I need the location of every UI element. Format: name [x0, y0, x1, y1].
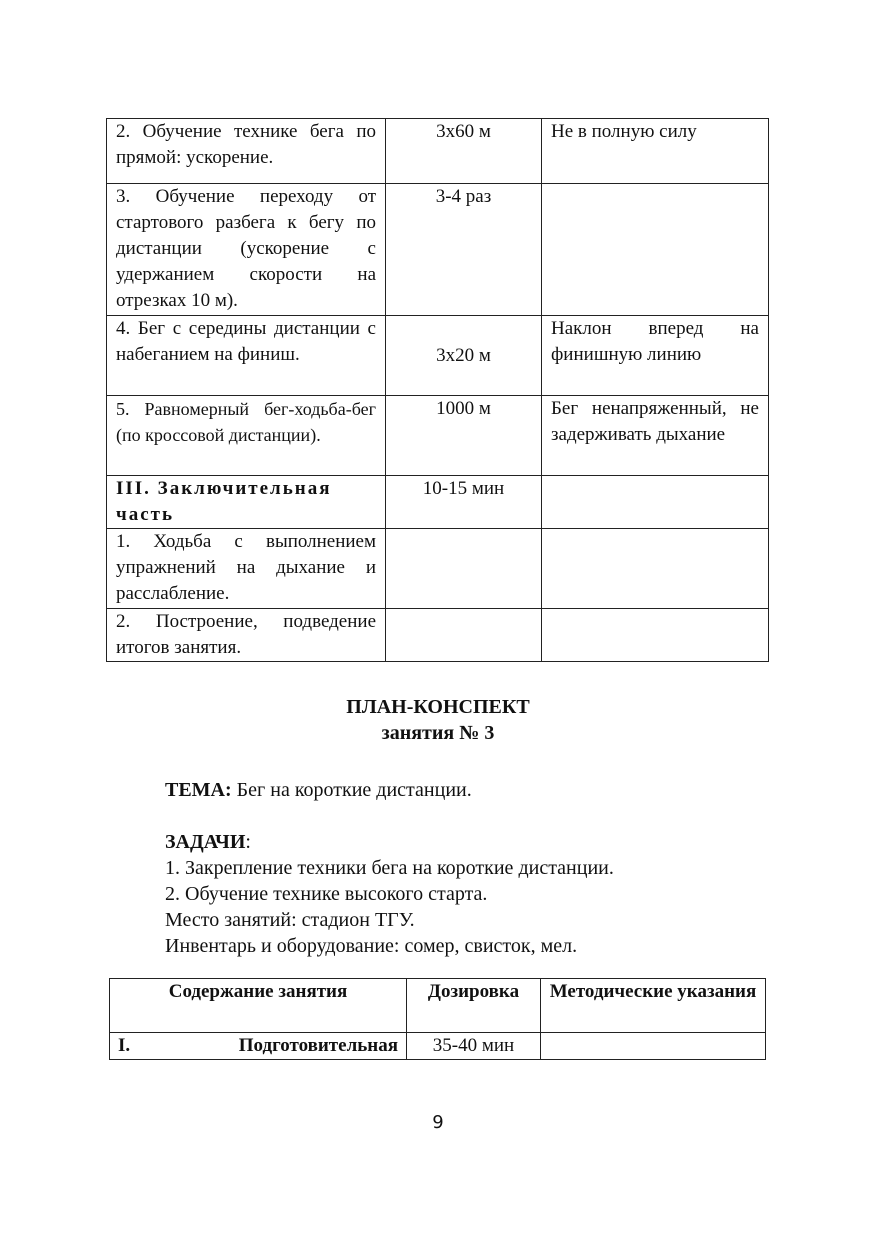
dose-cell: 3х60 м: [386, 119, 542, 184]
dose-cell: 3-4 раз: [386, 184, 542, 316]
content-cell: 5. Равномерный бег-ходьба-бег (по кроссовой дистанции).: [107, 396, 386, 476]
dose-cell: 1000 м: [386, 396, 542, 476]
topic-label: ТЕМА:: [165, 779, 232, 801]
table-row: [107, 184, 769, 316]
table-row: [110, 1033, 766, 1060]
plan-title: ПЛАН-КОНСПЕКТ: [346, 696, 530, 718]
lesson-table: [109, 978, 766, 1060]
task-item: 2. Обучение технике высокого старта.: [165, 883, 488, 905]
tasks-colon: :: [245, 831, 251, 853]
content-cell: [107, 119, 386, 184]
table-row: [107, 316, 769, 396]
table-row: [107, 396, 769, 476]
equipment-line: Инвентарь и оборудование: сомер, свисток, мел.: [165, 935, 578, 957]
tasks-block: [165, 829, 614, 959]
notes-cell: [542, 476, 769, 529]
content-cell: 1. Ходьба с выполнением упражнений на дыхание и расслабление.: [107, 529, 386, 609]
exercise-table-continued: [106, 118, 769, 662]
notes-cell: [542, 529, 769, 609]
plan-subtitle: занятия № 3: [381, 722, 495, 744]
task-item: 1. Закрепление техники бега на короткие дистанции.: [165, 857, 614, 879]
header-dose: Дозировка: [407, 979, 541, 1033]
section-number: I.: [118, 1035, 131, 1056]
section-title: Подготовительная: [238, 1035, 398, 1056]
notes-cell: [542, 184, 769, 316]
page-number: 9: [432, 1112, 444, 1133]
content-cell: 4. Бег с середины дистанции с набеганием на финиш.: [107, 316, 386, 396]
notes-cell: Не в полную силу: [542, 119, 769, 184]
table-row: [107, 476, 769, 529]
row-content: 2. Обучение технике бега по прямой: ускорение.: [116, 121, 376, 168]
notes-cell: Наклон вперед на финишную линию: [542, 316, 769, 396]
place-line: Место занятий: стадион ТГУ.: [165, 909, 415, 931]
tasks-label: ЗАДАЧИ: [165, 831, 246, 853]
dose-cell: 10-15 мин: [386, 476, 542, 529]
notes-cell: [542, 609, 769, 662]
table-row: [107, 529, 769, 609]
dose-cell: [386, 529, 542, 609]
table-header-row: [110, 979, 766, 1033]
header-notes: Методические указания: [541, 979, 766, 1033]
table-row: [107, 119, 769, 184]
section-heading-cell: III. Заключительная часть: [107, 476, 386, 529]
content-cell: 2. Построение, подведение итогов занятия.: [107, 609, 386, 662]
tasks-heading: [165, 829, 614, 855]
table-row: [107, 609, 769, 662]
dose-cell: 35-40 мин: [407, 1033, 541, 1060]
topic-line: [165, 777, 472, 803]
dose-cell: [386, 609, 542, 662]
header-content: Содержание занятия: [110, 979, 407, 1033]
topic-text: Бег на короткие дистанции.: [236, 779, 472, 801]
content-cell: 3. Обучение переходу от стартового разбега к бегу по дистанции (ускорение с удержанием скорости на отрезках 10 м).: [107, 184, 386, 316]
notes-cell: [541, 1033, 766, 1060]
section-heading-cell: [110, 1033, 407, 1060]
dose-cell: 3х20 м: [386, 316, 542, 396]
notes-cell: Бег ненапряженный, не задерживать дыхание: [542, 396, 769, 476]
